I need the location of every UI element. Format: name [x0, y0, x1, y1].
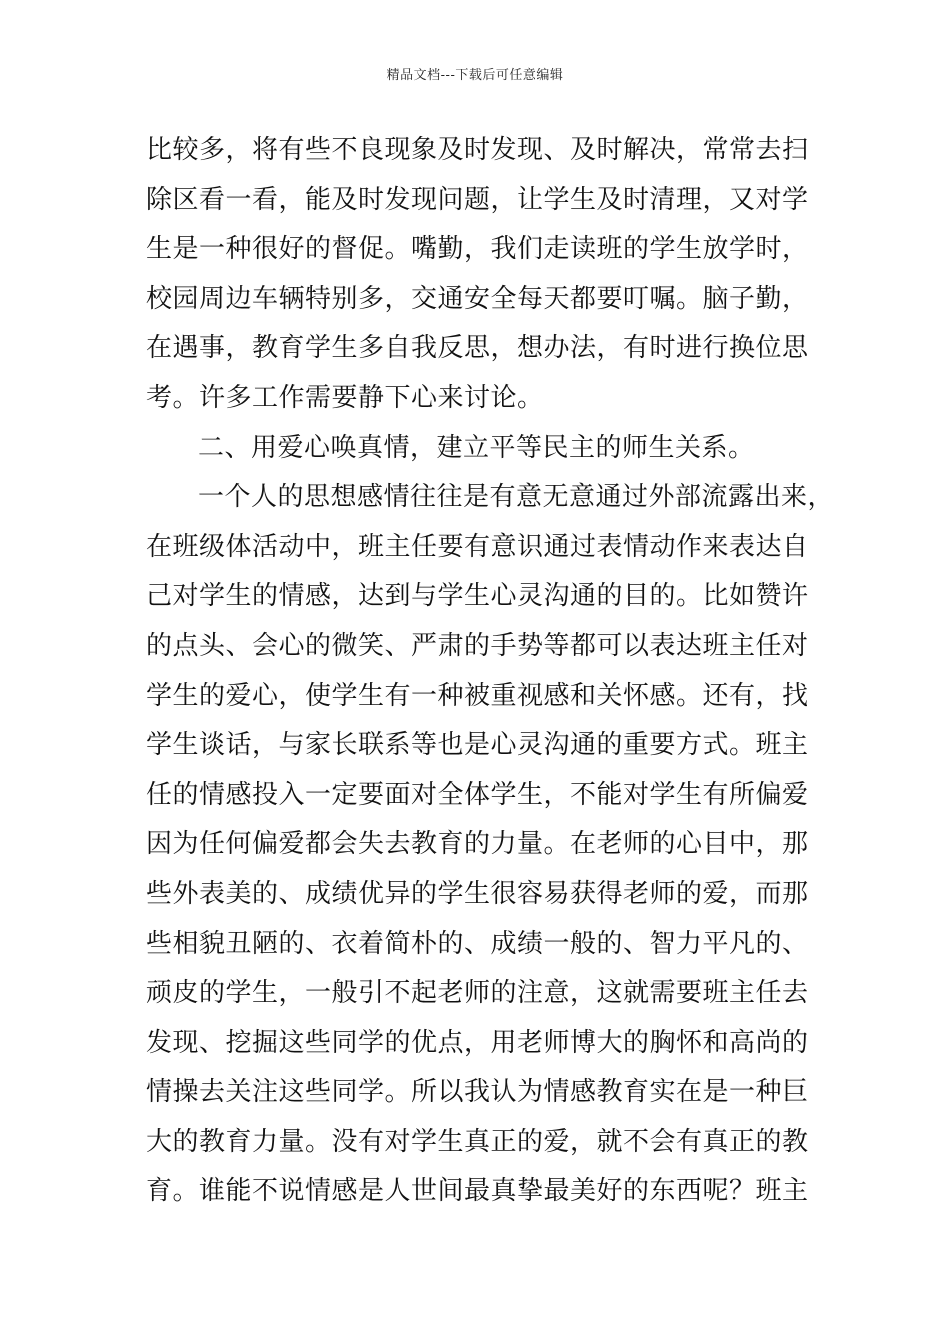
- text-line: 学生谈话，与家长联系等也是心灵沟通的重要方式。班主: [146, 730, 809, 761]
- page-header: 精品文档---下载后可任意编辑: [386, 68, 564, 83]
- text-line: 大的教育力量。没有对学生真正的爱，就不会有真正的教: [146, 1126, 809, 1157]
- text-line: 情操去关注这些同学。所以我认为情感教育实在是一种巨: [146, 1077, 809, 1108]
- paragraph-first-line: 一个人的思想感情往往是有意无意通过外部流露出来，: [198, 482, 835, 513]
- text-line: 除区看一看，能及时发现问题，让学生及时清理，又对学: [146, 184, 809, 215]
- text-line: 因为任何偏爱都会失去教育的力量。在老师的心目中，那: [146, 829, 809, 860]
- text-line: 育。谁能不说情感是人世间最真挚最美好的东西呢？班主: [146, 1176, 809, 1207]
- text-line: 在遇事，教育学生多自我反思，想办法，有时进行换位思: [146, 333, 809, 364]
- text-line: 考。许多工作需要静下心来讨论。: [146, 382, 544, 413]
- text-line: 些外表美的、成绩优异的学生很容易获得老师的爱，而那: [146, 878, 809, 909]
- text-line: 生是一种很好的督促。嘴勤，我们走读班的学生放学时，: [146, 234, 809, 265]
- text-line: 己对学生的情感，达到与学生心灵沟通的目的。比如赞许: [146, 581, 809, 612]
- text-line: 些相貌丑陋的、衣着简朴的、成绩一般的、智力平凡的、: [146, 928, 809, 959]
- text-line: 在班级体活动中，班主任要有意识通过表情动作来表达自: [146, 531, 809, 562]
- text-line: 比较多，将有些不良现象及时发现、及时解决，常常去扫: [146, 135, 809, 165]
- text-line: 任的情感投入一定要面对全体学生，不能对学生有所偏爱: [146, 779, 809, 810]
- document-body: [146, 126, 836, 1217]
- text-line: 学生的爱心，使学生有一种被重视感和关怀感。还有，找: [146, 680, 809, 711]
- text-line: 校园周边车辆特别多，交通安全每天都要叮嘱。脑子勤，: [146, 283, 809, 314]
- section-heading: 二、用爱心唤真情，建立平等民主的师生关系。: [198, 432, 755, 463]
- text-line: 的点头、会心的微笑、严肃的手势等都可以表达班主任对: [146, 630, 809, 661]
- text-line: 顽皮的学生，一般引不起老师的注意，这就需要班主任去: [146, 978, 809, 1009]
- text-line: 发现、挖掘这些同学的优点，用老师博大的胸怀和高尚的: [146, 1027, 809, 1058]
